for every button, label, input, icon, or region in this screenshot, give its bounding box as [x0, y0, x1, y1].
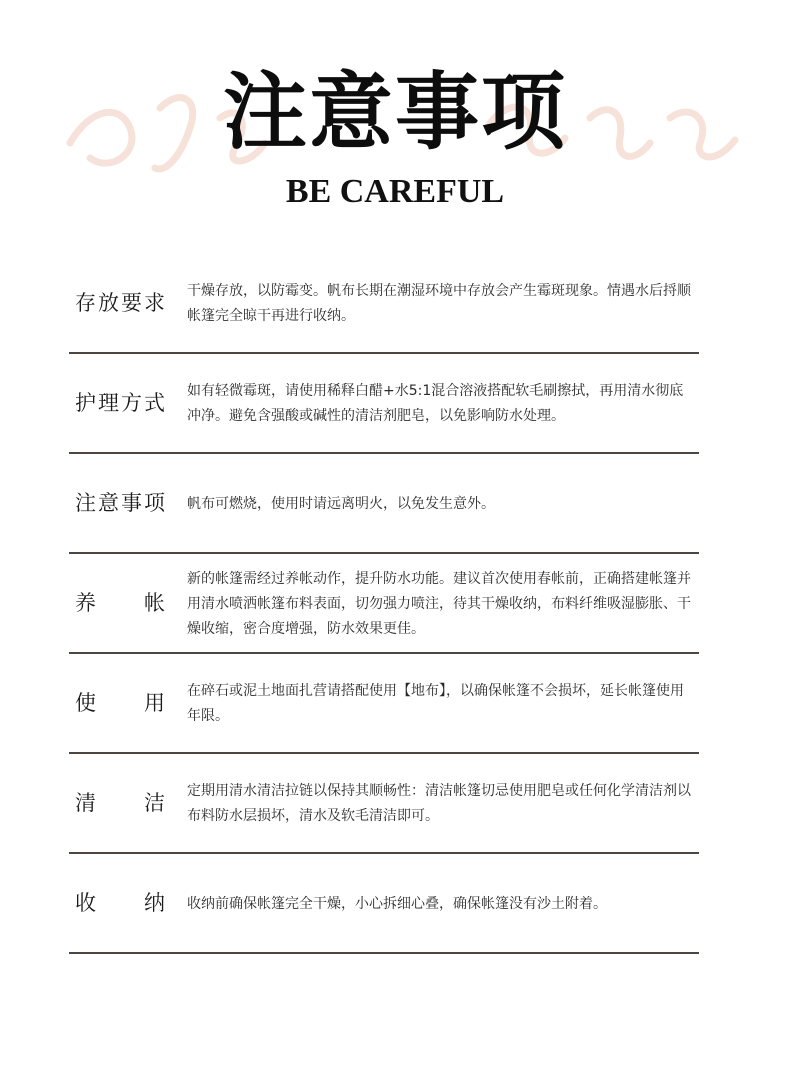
section-cleaning — [69, 754, 699, 854]
section-label: 注意事项 — [75, 491, 165, 515]
section-text: 收纳前确保帐篷完全干燥，小心拆细心叠，确保帐篷没有沙土附着。 — [187, 895, 607, 912]
section-text: 如有轻微霉斑，请使用稀释白醋+水5:1混合溶液搭配软毛刷擦拭，再用清水彻底冲净。避免含强酸或碱性的清洁剂肥皂，以免影响防水处理。 — [187, 383, 684, 424]
section-precautions — [69, 454, 699, 554]
section-seasoning — [69, 554, 699, 654]
section-label: 使用 — [75, 691, 165, 715]
section-label: 存放要求 — [75, 290, 165, 315]
section-label: 养帐 — [75, 591, 165, 615]
section-text: 新的帐篷需经过养帐动作，提升防水功能。建议首次使用春帐前，正确搭建帐篷并用清水喷洒帐篷布料表面，切勿强力喷注，待其干燥收纳，布料纤维吸湿膨胀、干燥收缩，密合度增强，防水效果更佳。 — [187, 570, 691, 637]
page-subtitle: BE CAREFUL — [285, 173, 505, 210]
section-packing — [69, 854, 699, 954]
section-usage — [69, 654, 699, 754]
page-title: 注意事项 — [222, 63, 567, 161]
section-text: 帆布可燃烧，使用时请远离明火，以免发生意外。 — [187, 495, 495, 512]
care-instructions-list — [69, 253, 699, 954]
section-text: 干燥存放，以防霉变。帆布长期在潮湿环境中存放会产生霉斑现象。情遇水后捋顺帐篷完全晾干再进行收纳。 — [187, 282, 691, 324]
section-label: 收纳 — [75, 891, 165, 915]
section-text: 定期用清水清洁拉链以保持其顺畅性：清洁帐篷切忌使用肥皂或任何化学清洁剂以布料防水层损坏，清水及软毛清洁即可。 — [187, 783, 691, 824]
section-text: 在碎石或泥土地面扎营请搭配使用【地布】，以确保帐篷不会损坏，延长帐篷使用年限。 — [187, 683, 684, 724]
section-storage — [69, 253, 699, 354]
section-label: 清洁 — [75, 791, 165, 815]
section-label: 护理方式 — [75, 391, 165, 415]
section-care-method — [69, 354, 699, 454]
